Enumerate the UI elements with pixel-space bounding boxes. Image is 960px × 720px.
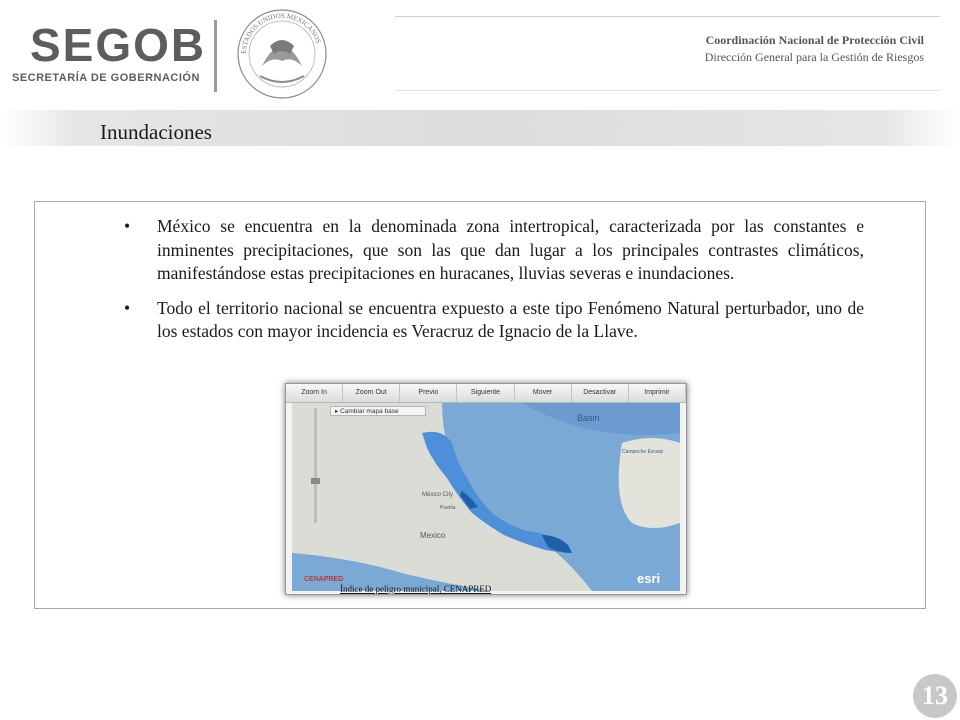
- header-bottom-rule: [395, 90, 940, 91]
- change-basemap-button[interactable]: ▸ Cambiar mapa base: [330, 406, 426, 416]
- map-label-mexico: Mexico: [420, 531, 446, 540]
- map-label-basin: Basin: [577, 413, 600, 423]
- previous-button[interactable]: Previo: [400, 384, 457, 402]
- zoom-out-button[interactable]: Zoom Out: [343, 384, 400, 402]
- map-label-mexico-city: México City: [422, 492, 454, 498]
- pan-button[interactable]: Mover: [515, 384, 572, 402]
- bullet-item: [124, 297, 864, 344]
- map-toolbar: [286, 384, 686, 403]
- bullet-list: [124, 215, 864, 355]
- bullet-item: [124, 215, 864, 286]
- org-department: Dirección General para la Gestión de Riesgos: [704, 50, 924, 64]
- segob-logo-title: SEGOB: [30, 19, 207, 71]
- page-number: 13: [913, 674, 957, 718]
- map-screenshot: [285, 383, 687, 595]
- map-label-puebla: Puebla: [440, 505, 456, 511]
- zoom-in-button[interactable]: Zoom In: [286, 384, 343, 402]
- map-label-campeche: Campeche Escarp: [622, 449, 664, 455]
- bullet-dot-icon: •: [124, 216, 131, 236]
- esri-logo: esri: [637, 571, 661, 586]
- map-canvas[interactable]: [292, 403, 680, 591]
- header-top-rule: [395, 16, 940, 17]
- seal-text: ESTADOS UNIDOS MEXICANOS: [239, 11, 323, 55]
- segob-logo-subtitle: SECRETARÍA DE GOBERNACIÓN: [12, 72, 200, 84]
- deactivate-button[interactable]: Desactivar: [572, 384, 629, 402]
- section-title: Inundaciones: [100, 120, 212, 144]
- bullet-dot-icon: •: [124, 297, 131, 318]
- bullet-text: Todo el territorio nacional se encuentra expuesto a este tipo Fenómeno Natural perturbador, uno de los estados con mayor incidencia es Veracruz de Ignacio de la Llave.: [157, 297, 864, 341]
- map-caption: Índice de peligro municipal, CENAPRED: [340, 584, 492, 594]
- bullet-text: México se encuentra en la denominada zona intertropical, caracterizada por las constantes e inminentes precipitaciones, que son las que dan lugar a los principales contrastes climáticos, manifestándose estas precipitaciones en huracanes, lluvias severas e inundaciones.: [157, 216, 864, 283]
- cenapred-logo: CENAPRED: [304, 576, 344, 583]
- header-divider: [214, 20, 217, 92]
- print-button[interactable]: Imprimir: [629, 384, 686, 402]
- org-name: Coordinación Nacional de Protección Civil: [705, 33, 924, 47]
- national-seal-icon: [232, 6, 332, 100]
- next-button[interactable]: Siguiente: [457, 384, 514, 402]
